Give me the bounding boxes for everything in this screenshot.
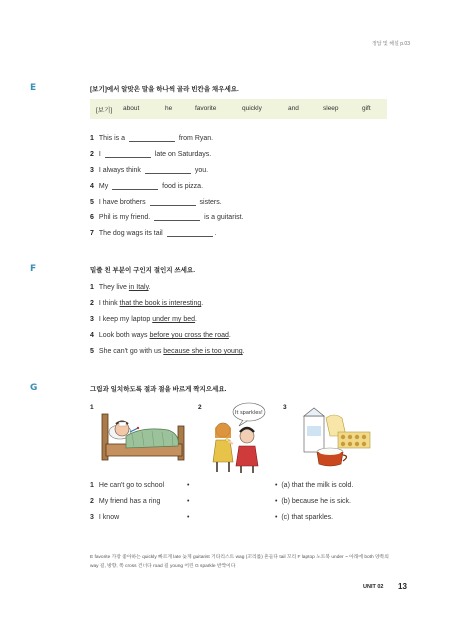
picture-label: 1: [90, 404, 94, 411]
answer-blank[interactable]: [154, 213, 200, 221]
clause-phrase-item: [90, 348, 245, 355]
item-text-after: sisters.: [199, 199, 222, 206]
item-text-before: I: [98, 151, 101, 158]
fill-blank-item: [90, 198, 222, 206]
answer-blank[interactable]: [105, 150, 151, 158]
item-text-before: I always think: [98, 167, 141, 174]
match-right-item: [275, 514, 333, 521]
item-text-after: late on Saturdays.: [154, 151, 212, 158]
item-number: 2: [90, 498, 94, 505]
page-number: 13: [398, 582, 407, 591]
item-text: I keep my laptop: [98, 316, 153, 323]
clause-phrase-item: [90, 284, 151, 291]
match-right-item: [275, 498, 351, 505]
picture-label: 2: [198, 404, 202, 411]
item-text-before: Phil is my friend.: [98, 214, 151, 221]
item-text: .: [195, 316, 197, 323]
sick-boy-illustration: [98, 408, 190, 470]
match-left-item: [90, 498, 160, 505]
item-text-after: you.: [194, 167, 209, 174]
item-text: They live: [98, 284, 129, 291]
item-text: .: [201, 300, 204, 307]
match-right-text: (c) that sparkles.: [281, 514, 334, 521]
item-text: .: [228, 332, 231, 339]
item-number: 6: [90, 214, 94, 221]
word-bank-word: he: [165, 105, 173, 112]
item-text-before: I have brothers: [98, 199, 146, 206]
item-number: 1: [90, 284, 94, 291]
item-number: 4: [90, 183, 94, 190]
underlined-part: that the book is interesting: [119, 300, 202, 307]
underlined-part: before you cross the road: [149, 332, 229, 339]
match-left-item: [90, 482, 164, 489]
item-text-after: .: [214, 230, 217, 237]
match-left-text: My friend has a ring: [98, 498, 161, 505]
match-right-text: (b) because he is sick.: [281, 498, 351, 505]
section-e-instruction: [보기]에서 알맞은 말을 하나씩 골라 빈칸을 채우세요.: [90, 86, 239, 93]
match-dot-left[interactable]: •: [187, 498, 190, 505]
match-dot-left[interactable]: •: [187, 482, 190, 489]
page-reference: 정답 및 해설 p.03: [371, 41, 410, 47]
vocabulary-notes: E favorite 가장 좋아하는 quickly 빠르게 late 늦게 guitarist 기타리스트 wag (꼬리를) 흔들다 tail 꼬리 F laptop 노트북 under ~ 아래에 both 양쪽의 way 길, 방향, 쪽 cross 건너다 road 길 young 어린 G sparkle 반짝이다: [90, 555, 389, 569]
item-number: 5: [90, 199, 94, 206]
word-bank-tag: [보기]: [96, 107, 113, 114]
word-bank: [90, 99, 387, 119]
speech-bubble-text: It sparkles!: [235, 410, 263, 416]
item-number: 3: [90, 316, 94, 323]
item-text-after: is a guitarist.: [204, 214, 244, 221]
item-number: 1: [90, 135, 94, 142]
item-text-before: This is a: [98, 135, 125, 142]
item-text: .: [242, 348, 245, 355]
item-text: .: [148, 284, 151, 291]
fill-blank-item: [90, 166, 208, 174]
match-right-text: (a) that the milk is cold.: [281, 482, 354, 489]
clause-phrase-item: [90, 316, 197, 323]
answer-blank[interactable]: [112, 182, 158, 190]
clause-phrase-item: [90, 300, 203, 307]
word-bank-word: sleep: [323, 105, 339, 112]
answer-blank[interactable]: [129, 134, 175, 142]
word-bank-word: quickly: [242, 105, 262, 112]
word-bank-word: gift: [362, 105, 371, 112]
underlined-part: under my bed: [152, 316, 196, 323]
match-dot-right[interactable]: •: [275, 498, 278, 505]
match-right-item: [275, 482, 353, 489]
item-number: 2: [90, 151, 94, 158]
fill-blank-item: [90, 134, 213, 142]
match-left-item: [90, 514, 119, 521]
girls-with-ring-illustration: [205, 400, 270, 474]
answer-blank[interactable]: [150, 198, 196, 206]
match-dot-left[interactable]: •: [187, 514, 190, 521]
item-text-after: from Ryan.: [178, 135, 214, 142]
milk-and-cookies-illustration: [290, 406, 380, 468]
word-bank-word: about: [123, 105, 140, 112]
item-number: 5: [90, 348, 94, 355]
item-text: Look both ways: [98, 332, 150, 339]
section-f-letter: F: [30, 264, 37, 274]
item-text-after: food is pizza.: [162, 183, 204, 190]
unit-label: UNIT 02: [363, 584, 384, 590]
answer-blank[interactable]: [167, 229, 213, 237]
item-text-before: My: [98, 183, 109, 190]
fill-blank-item: [90, 229, 217, 237]
match-dot-right[interactable]: •: [275, 482, 278, 489]
item-number: 3: [90, 514, 94, 521]
item-number: 4: [90, 332, 94, 339]
item-text: I think: [98, 300, 120, 307]
underlined-part: in Italy: [128, 284, 149, 291]
match-dot-right[interactable]: •: [275, 514, 278, 521]
clause-phrase-item: [90, 332, 231, 339]
section-e-letter: E: [30, 83, 37, 93]
section-g-letter: G: [30, 383, 38, 393]
picture-label: 3: [283, 404, 287, 411]
item-text: She can't go with us: [98, 348, 164, 355]
word-bank-word: favorite: [195, 105, 217, 112]
item-text-before: The dog wags its tail: [98, 230, 163, 237]
item-number: 7: [90, 230, 94, 237]
word-bank-word: and: [288, 105, 299, 112]
match-left-text: He can't go to school: [98, 482, 165, 489]
underlined-part: because she is too young: [163, 348, 243, 355]
answer-blank[interactable]: [145, 166, 191, 174]
match-left-text: I know: [98, 514, 120, 521]
fill-blank-item: [90, 182, 203, 190]
item-number: 2: [90, 300, 94, 307]
item-number: 1: [90, 482, 94, 489]
item-number: 3: [90, 167, 94, 174]
section-g-instruction: 그림과 일치하도록 절과 절을 바르게 짝지으세요.: [90, 386, 227, 393]
section-f-instruction: 밑줄 친 부분이 구인지 절인지 쓰세요.: [90, 267, 196, 274]
fill-blank-item: [90, 213, 243, 221]
fill-blank-item: [90, 150, 211, 158]
